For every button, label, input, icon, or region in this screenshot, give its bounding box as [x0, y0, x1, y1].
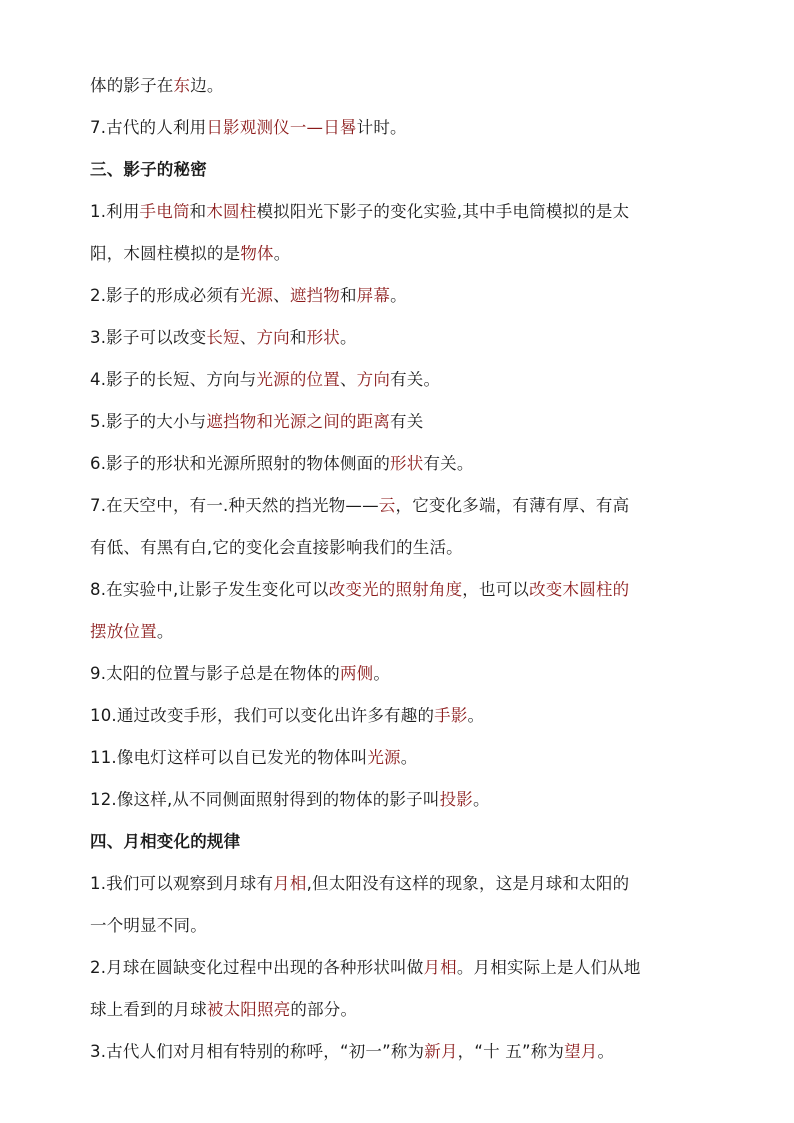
highlighted-term: 改变木圆柱的 — [529, 580, 630, 599]
text-line — [90, 368, 712, 392]
highlighted-term: 月相 — [423, 958, 457, 977]
highlighted-term: 日影观测仪一—日晷 — [206, 118, 357, 137]
text-segment: 5.影子的大小与 — [90, 412, 207, 431]
text-segment: 球上看到的月球 — [90, 1000, 207, 1019]
text-line — [90, 536, 712, 560]
highlighted-term: 手影 — [434, 706, 468, 725]
text-line — [90, 200, 712, 224]
text-segment: 和 — [289, 328, 307, 347]
highlighted-term: 被太阳照亮 — [206, 1000, 291, 1019]
text-segment: 1.我们可以观察到月球有 — [90, 874, 274, 893]
text-segment: 有关。 — [423, 454, 474, 473]
text-line — [90, 74, 712, 98]
text-segment: 4.影子的长短、方向与 — [90, 370, 257, 389]
text-segment: 边。 — [190, 76, 224, 95]
text-segment: ，也可以 — [462, 580, 530, 599]
text-segment: 、 — [239, 328, 257, 347]
text-line — [90, 1040, 712, 1064]
highlighted-term: 月相 — [273, 874, 307, 893]
text-line — [90, 662, 712, 686]
text-segment: 。 — [339, 328, 357, 347]
highlighted-term: 东 — [173, 76, 191, 95]
text-segment: 。 — [373, 664, 391, 683]
section-heading — [90, 158, 712, 182]
text-segment: 和 — [189, 202, 207, 221]
text-segment: 阳，木圆柱模拟的是 — [90, 244, 241, 263]
text-segment: 3.影子可以改变 — [90, 328, 207, 347]
text-segment: 12.像这样,从不同侧面照射得到的物体的影子叫 — [90, 790, 440, 809]
text-line — [90, 956, 712, 980]
text-segment: 和 — [339, 286, 357, 305]
highlighted-term: 望月 — [564, 1042, 598, 1061]
text-line — [90, 788, 712, 812]
highlighted-term: 木圆柱 — [206, 202, 257, 221]
text-segment: 3.古代人们对月相有特别的称呼，“初一”称为 — [90, 1042, 425, 1061]
text-segment: ，它变化多端，有薄有厚、有高 — [395, 496, 630, 515]
text-line — [90, 326, 712, 350]
highlighted-term: 光源 — [239, 286, 274, 305]
text-line — [90, 410, 712, 434]
highlighted-term: 手电筒 — [139, 202, 190, 221]
highlighted-term: 遮挡物和光源之间的距离 — [206, 412, 391, 431]
text-line — [90, 620, 712, 644]
text-segment: 、 — [273, 286, 290, 305]
text-segment: 有低、有黑有白,它的变化会直接影响我们的生活。 — [90, 538, 463, 557]
highlighted-term: 云 — [378, 496, 396, 515]
text-segment: 6.影子的形状和光源所照射的物体侧面的 — [90, 454, 391, 473]
text-segment: 一个明显不同。 — [90, 916, 207, 935]
highlighted-term: 投影 — [439, 790, 473, 809]
highlighted-term: 改变光的照射角度 — [328, 580, 463, 599]
text-segment: 8.在实验中,让影子发生变化可以 — [90, 580, 329, 599]
text-line — [90, 494, 712, 518]
highlighted-term: 两侧 — [339, 664, 374, 683]
text-segment: 模拟阳光下影子的变化实验,其中手电筒模拟的是太 — [256, 202, 630, 221]
text-segment: 的部分。 — [290, 1000, 358, 1019]
highlighted-term: 光源 — [367, 748, 401, 767]
text-segment: 10.通过改变手形，我们可以变化出许多有趣的 — [90, 706, 435, 725]
text-segment: 有关。 — [390, 370, 441, 389]
text-segment: 7.古代的人利用 — [90, 118, 207, 137]
text-segment: 。月相实际上是人们从地 — [456, 958, 641, 977]
text-segment: 2.月球在圆缺变化过程中出现的各种形状叫做 — [90, 958, 424, 977]
text-segment: 11.像电灯这样可以自已发光的物体叫 — [90, 748, 368, 767]
highlighted-term: 摆放位置 — [90, 622, 157, 641]
highlighted-term: 光源的位置 — [256, 370, 340, 389]
highlighted-term: 新月 — [424, 1042, 458, 1061]
text-line — [90, 452, 712, 476]
highlighted-term: 屏幕 — [356, 286, 391, 305]
text-segment: 。 — [390, 286, 407, 305]
text-segment: 9.太阳的位置与影子总是在物体的 — [90, 664, 340, 683]
text-line — [90, 116, 712, 140]
text-segment: ,但太阳没有这样的现象，这是月球和太阳的 — [306, 874, 630, 893]
highlighted-term: 方向 — [356, 370, 391, 389]
text-line — [90, 578, 712, 602]
text-segment: 、 — [339, 370, 357, 389]
text-segment: 。 — [156, 622, 174, 641]
highlighted-term: 方向 — [256, 328, 290, 347]
text-segment: ，“十 五”称为 — [457, 1042, 565, 1061]
highlighted-term: 形状 — [306, 328, 340, 347]
text-segment: 四、月相变化的规律 — [90, 832, 241, 851]
highlighted-term: 形状 — [390, 454, 424, 473]
text-segment: 。 — [273, 244, 291, 263]
text-line — [90, 284, 712, 308]
text-segment: 体的影子在 — [90, 76, 174, 95]
highlighted-term: 遮挡物 — [289, 286, 340, 305]
section-heading — [90, 830, 712, 854]
text-segment: 三、影子的秘密 — [90, 160, 207, 179]
document-body — [90, 74, 712, 1082]
text-line — [90, 746, 712, 770]
text-line — [90, 914, 712, 938]
highlighted-term: 物体 — [240, 244, 274, 263]
text-segment: 。 — [473, 790, 490, 809]
text-segment: 有关 — [390, 412, 424, 431]
text-segment: 2.影子的形成必须有 — [90, 286, 240, 305]
text-line — [90, 704, 712, 728]
text-segment: 。 — [597, 1042, 615, 1061]
text-segment: 。 — [467, 706, 485, 725]
text-line — [90, 998, 712, 1022]
text-segment: 计时。 — [356, 118, 407, 137]
text-segment: 。 — [400, 748, 418, 767]
highlighted-term: 长短 — [206, 328, 240, 347]
text-segment: 7.在天空中，有一.种天然的挡光物—— — [90, 496, 379, 515]
text-segment: 1.利用 — [90, 202, 140, 221]
text-line — [90, 872, 712, 896]
text-line — [90, 242, 712, 266]
